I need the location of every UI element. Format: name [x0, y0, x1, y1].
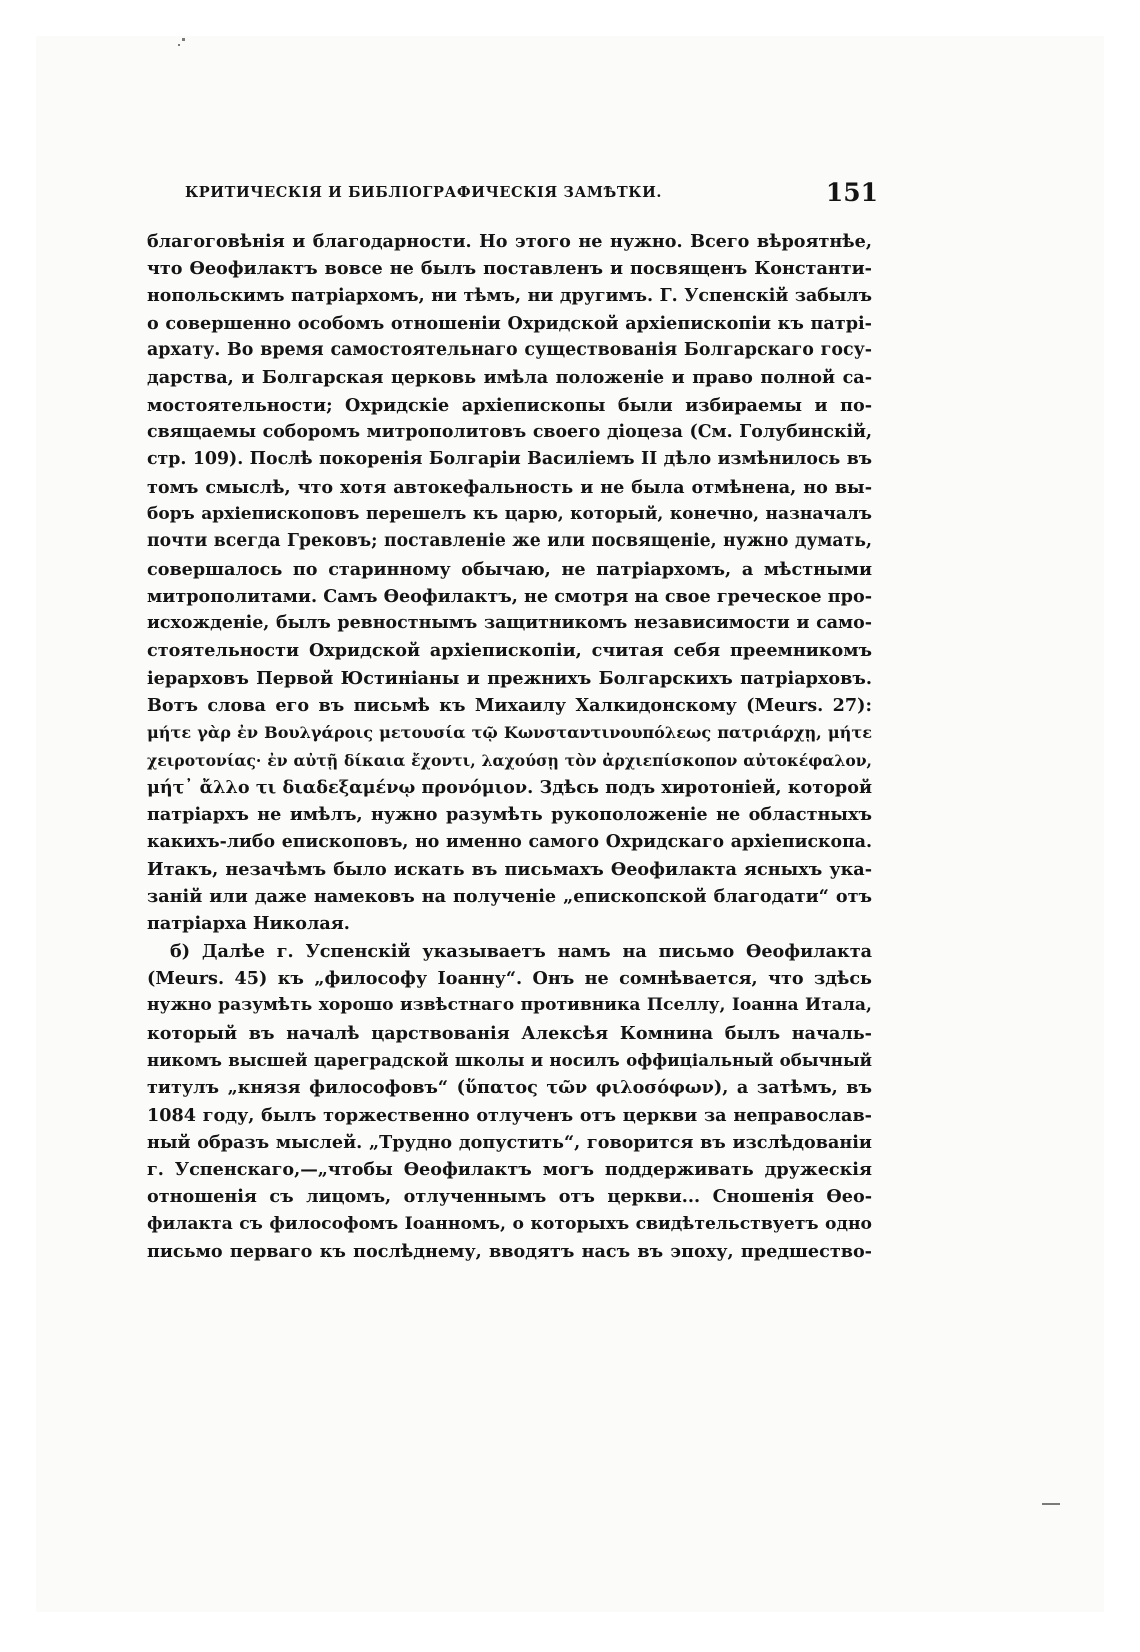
paragraph-end-line: патріарха Николая. [147, 913, 350, 935]
text-line: іерарховъ Первой Юстиніаны и прежнихъ Болгарскихъ патріарховъ. [147, 667, 872, 689]
text-line: какихъ-либо епископовъ, но именно самого Охридскаго архіепископа. [147, 831, 872, 852]
text-line: о совершенно особомъ отношеніи Охридской архіепископіи къ патрі- [147, 312, 872, 334]
running-header [185, 178, 878, 212]
text-line: Итакъ, незачѣмъ было искать въ письмахъ Ѳеофилакта ясныхъ ука- [147, 858, 872, 880]
text-line: отношенія съ лицомъ, отлученнымъ отъ церкви... Сношенія Ѳео- [147, 1186, 872, 1208]
text-line: благоговѣнія и благодарности. Но этого не нужно. Всего вѣроятнѣе, [147, 231, 872, 252]
text-line: томъ смыслѣ, что хотя автокефальность и не была отмѣнена, но вы- [147, 476, 872, 498]
text-line: никомъ высшей цареградской школы и носилъ оффиціальный обычный [147, 1049, 872, 1070]
text-line: нопольскимъ патріархомъ, ни тѣмъ, ни другимъ. Г. Успенскій забылъ [147, 285, 872, 306]
greek-quote-line: μήτε γὰρ ἐν Βουλγάροις μετουσία τῷ Κωνσταντινουπόλεως πατριάρχῃ, μήτε [147, 723, 872, 743]
text-line: μήτ᾽ ἄλλο τι διαδεξαμένῳ προνόμιον. Здѣсь подъ хиротоніей, которой [147, 776, 872, 798]
text-line: ный образъ мыслей. „Трудно допустить“, говорится въ изслѣдованіи [147, 1131, 872, 1153]
text-line: почти всегда Грековъ; поставленіе же или посвященіе, нужно думать, [147, 531, 872, 552]
text-line: исхожденіе, былъ ревностнымъ защитникомъ независимости и само- [147, 613, 872, 634]
body-text [147, 228, 872, 1265]
text-line: мостоятельности; Охридскіе архіепископы были избираемы и по- [147, 394, 872, 416]
text-line: письмо перваго къ послѣднему, вводятъ насъ въ эпоху, предшество- [147, 1240, 872, 1262]
text-line: который въ началѣ царствованія Алексѣя Комнина былъ началь- [147, 1022, 872, 1044]
text-line: нужно разумѣть хорошо извѣстнаго противника Пселлу, Іоанна Итала, [147, 995, 872, 1016]
text-line: что Ѳеофилактъ вовсе не былъ поставленъ и посвященъ Константи- [147, 258, 872, 280]
text-line: г. Успенскаго,—„чтобы Ѳеофилактъ могъ поддерживать дружескія [147, 1159, 872, 1181]
text-line: митрополитами. Самъ Ѳеофилактъ, не смотря на свое греческое про- [147, 585, 872, 607]
text-line: заній или даже намековъ на полученіе „епископской благодати“ отъ [147, 886, 872, 908]
text-line: совершалось по старинному обычаю, не патріархомъ, а мѣстными [147, 558, 872, 580]
running-title: КРИТИЧЕСКІЯ И БИБЛІОГРАФИЧЕСКІЯ ЗАМѢТКИ. [185, 184, 663, 201]
greek-quote-line: χειροτονίας· ἐν αὐτῇ δίκαια ἔχοντι, λαχούσῃ τὸν ἀρχιεπίσκοπον αὐτοκέφαλον, [147, 750, 872, 770]
scan-speck [178, 44, 180, 46]
text-line: архату. Во время самостоятельнаго существованія Болгарскаго госу- [147, 340, 872, 361]
text-line: 1084 году, былъ торжественно отлученъ отъ церкви за неправослав- [147, 1104, 872, 1126]
text-line: Вотъ слова его въ письмѣ къ Михаилу Халкидонскому (Meurs. 27): [147, 695, 872, 717]
text-line: стр. 109). Послѣ покоренія Болгаріи Василіемъ II дѣло измѣнилось въ [147, 449, 872, 470]
text-line: стоятельности Охридской архіепископіи, считая себя преемникомъ [147, 640, 872, 662]
page-number: 151 [825, 178, 878, 207]
scan-speck [182, 38, 185, 41]
text-line: титулъ „князя философовъ“ (ὕπατος τῶν φιλοσόφων), а затѣмъ, въ [147, 1077, 872, 1099]
text-line: дарства, и Болгарская церковь имѣла положеніе и право полной са- [147, 367, 872, 389]
text-line: свящаемы соборомъ митрополитовъ своего діоцеза (См. Голубинскій, [147, 422, 872, 443]
text-line: (Meurs. 45) къ „философу Іоанну“. Онъ не сомнѣвается, что здѣсь [147, 968, 872, 990]
text-line: филакта съ философомъ Іоанномъ, о которыхъ свидѣтельствуетъ одно [147, 1213, 872, 1234]
scan-speck [1042, 1503, 1060, 1505]
text-line: боръ архіепископовъ перешелъ къ царю, который, конечно, назначалъ [147, 503, 872, 524]
paragraph-start-line: б) Далѣе г. Успенскій указываетъ намъ на письмо Ѳеофилакта [170, 940, 872, 962]
text-line: патріархъ не имѣлъ, нужно разумѣть рукоположеніе не областныхъ [147, 804, 872, 826]
